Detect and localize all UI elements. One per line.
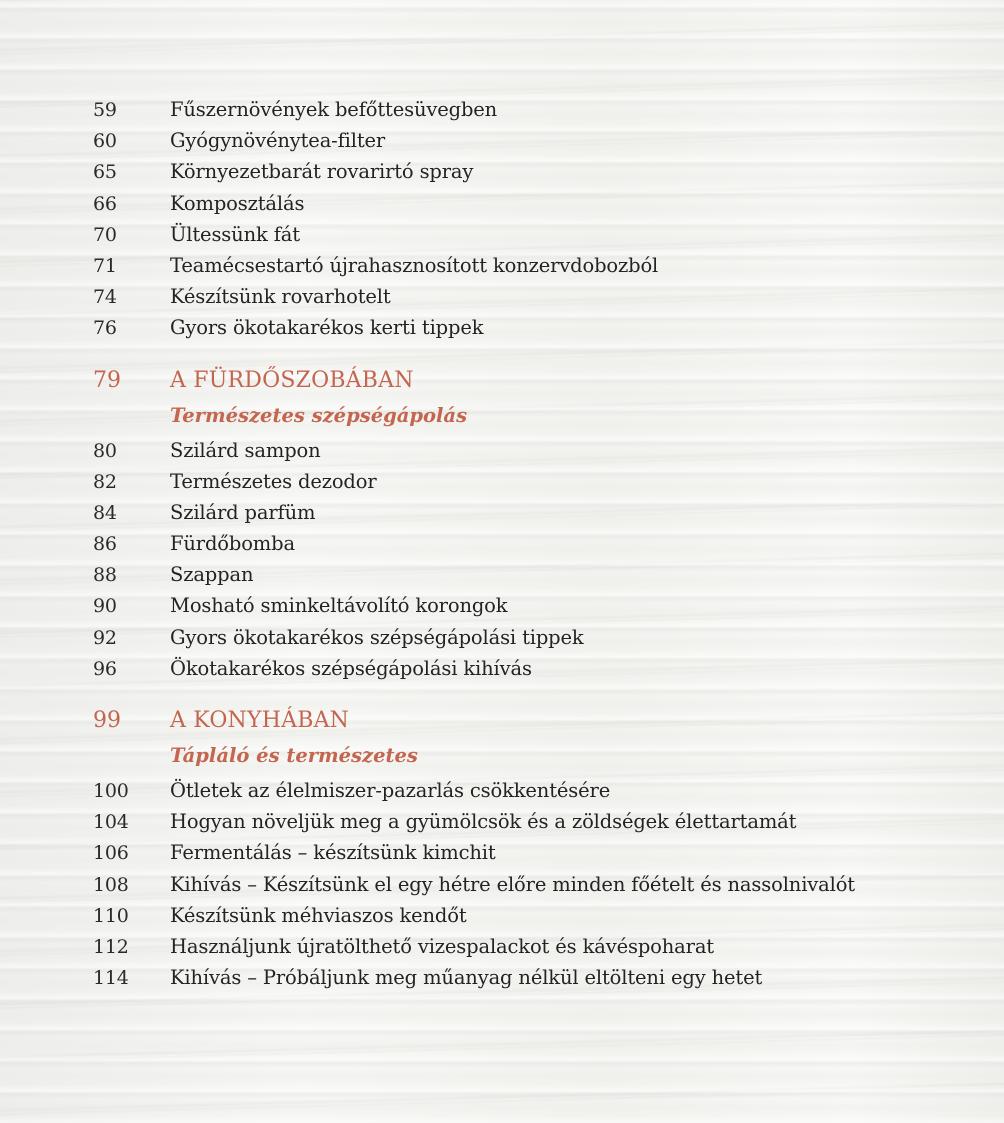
- toc-page-number: 108: [93, 873, 129, 896]
- toc-entry-title: Készítsünk rovarhotelt: [170, 285, 391, 309]
- toc-entry-title: Fűszernövények befőttesüvegben: [170, 98, 498, 121]
- toc-page-number: 110: [93, 904, 129, 927]
- toc-entry: [93, 435, 973, 466]
- toc-entry-title: Készítsünk méhviaszos kendőt: [170, 903, 467, 927]
- toc-page-number: 114: [93, 967, 129, 990]
- toc-entry: [93, 653, 973, 684]
- toc-section-bathroom: [93, 364, 973, 685]
- toc-page-number: 106: [93, 842, 129, 865]
- toc-entry: [93, 931, 973, 962]
- toc-entry: [93, 900, 973, 931]
- toc-entry: [93, 528, 973, 559]
- toc-entry-title: Kihívás – Próbáljunk meg műanyag nélkül eltölteni egy hetet: [170, 966, 763, 990]
- toc-entry: [93, 94, 973, 125]
- toc-entry-title: Szilárd parfüm: [170, 500, 316, 524]
- toc-entry: [93, 775, 973, 806]
- toc-entry-title: Szappan: [170, 563, 254, 587]
- section-heading: [93, 364, 973, 397]
- toc-entry-title: Szilárd sampon: [170, 438, 321, 462]
- toc-page-number: 80: [93, 439, 117, 462]
- toc-entry: [93, 497, 973, 528]
- toc-entry: [93, 125, 973, 156]
- toc-entry: [93, 869, 973, 900]
- section-entries: [93, 775, 973, 993]
- toc-entry-title: Komposztálás: [170, 191, 305, 215]
- section-page-number: 79: [93, 367, 121, 393]
- toc-entry-title: Fürdőbomba: [170, 532, 295, 556]
- toc-page-number: 76: [93, 317, 117, 340]
- toc-entry: [93, 466, 973, 497]
- toc-entry: [93, 962, 973, 993]
- toc-page-number: 100: [93, 780, 129, 802]
- toc-entry: [93, 837, 973, 868]
- toc-entry-title: Természetes dezodor: [170, 469, 377, 493]
- table-of-contents: [93, 94, 973, 993]
- toc-page-number: 96: [93, 657, 117, 680]
- section-title: A FÜRDŐSZOBÁBAN: [170, 367, 414, 393]
- toc-page-number: 66: [93, 192, 117, 215]
- toc-section-kitchen: [93, 704, 973, 993]
- toc-entry: [93, 622, 973, 653]
- toc-page-number: 70: [93, 223, 117, 246]
- toc-page-number: 90: [93, 595, 117, 618]
- toc-page-number: 71: [93, 254, 117, 277]
- toc-entry: [93, 590, 973, 621]
- toc-page-number: 65: [93, 161, 117, 184]
- toc-entry: [93, 156, 973, 187]
- toc-entry-title: Környezetbarát rovarirtó spray: [170, 160, 474, 184]
- toc-page-number: 74: [93, 286, 117, 309]
- toc-entry-title: Gyors ökotakarékos szépségápolási tippek: [170, 625, 584, 649]
- toc-entry-title: Gyors ökotakarékos kerti tippek: [170, 316, 484, 340]
- toc-entry: [93, 250, 973, 281]
- section-subtitle: Tápláló és természetes: [170, 744, 418, 767]
- toc-page-number: 86: [93, 533, 117, 556]
- section-subtitle: Természetes szépségápolás: [170, 403, 468, 427]
- toc-entry: [93, 806, 973, 837]
- toc-entry: [93, 188, 973, 219]
- toc-entry-title: Használjunk újratölthető vizespalackot és kávéspoharat: [170, 934, 714, 958]
- toc-entry-title: Fermentálás – készítsünk kimchit: [170, 841, 496, 865]
- toc-page-number: 84: [93, 501, 117, 524]
- toc-entry-title: Mosható sminkeltávolító korongok: [170, 594, 508, 618]
- toc-entry-title: Ültessünk fát: [170, 222, 300, 246]
- toc-intro-entries: [93, 94, 973, 344]
- toc-page-number: 59: [93, 99, 117, 121]
- toc-entry: [93, 312, 973, 343]
- toc-entry-title: Teamécsestartó újrahasznosított konzervdobozból: [170, 253, 659, 277]
- toc-page-number: 92: [93, 626, 117, 649]
- toc-entry: [93, 559, 973, 590]
- toc-page-number: 82: [93, 470, 117, 493]
- toc-entry-title: Hogyan növeljük meg a gyümölcsök és a zöldségek élettartamát: [170, 810, 797, 834]
- toc-page-number: 88: [93, 564, 117, 587]
- section-page-number: 99: [93, 708, 121, 733]
- toc-page-number: 60: [93, 130, 117, 153]
- toc-entry-title: Ötletek az élelmiszer-pazarlás csökkentésére: [170, 779, 611, 802]
- toc-page-number: 112: [93, 935, 129, 958]
- toc-entry-title: Gyógynövénytea-filter: [170, 129, 386, 153]
- toc-entry: [93, 281, 973, 312]
- section-entries: [93, 435, 973, 685]
- toc-entry-title: Ökotakarékos szépségápolási kihívás: [170, 656, 532, 680]
- section-heading: [93, 704, 973, 737]
- toc-entry: [93, 219, 973, 250]
- section-title: A KONYHÁBAN: [170, 708, 350, 733]
- toc-page-number: 104: [93, 811, 129, 834]
- toc-entry-title: Kihívás – Készítsünk el egy hétre előre minden főételt és nassolnivalót: [170, 872, 855, 896]
